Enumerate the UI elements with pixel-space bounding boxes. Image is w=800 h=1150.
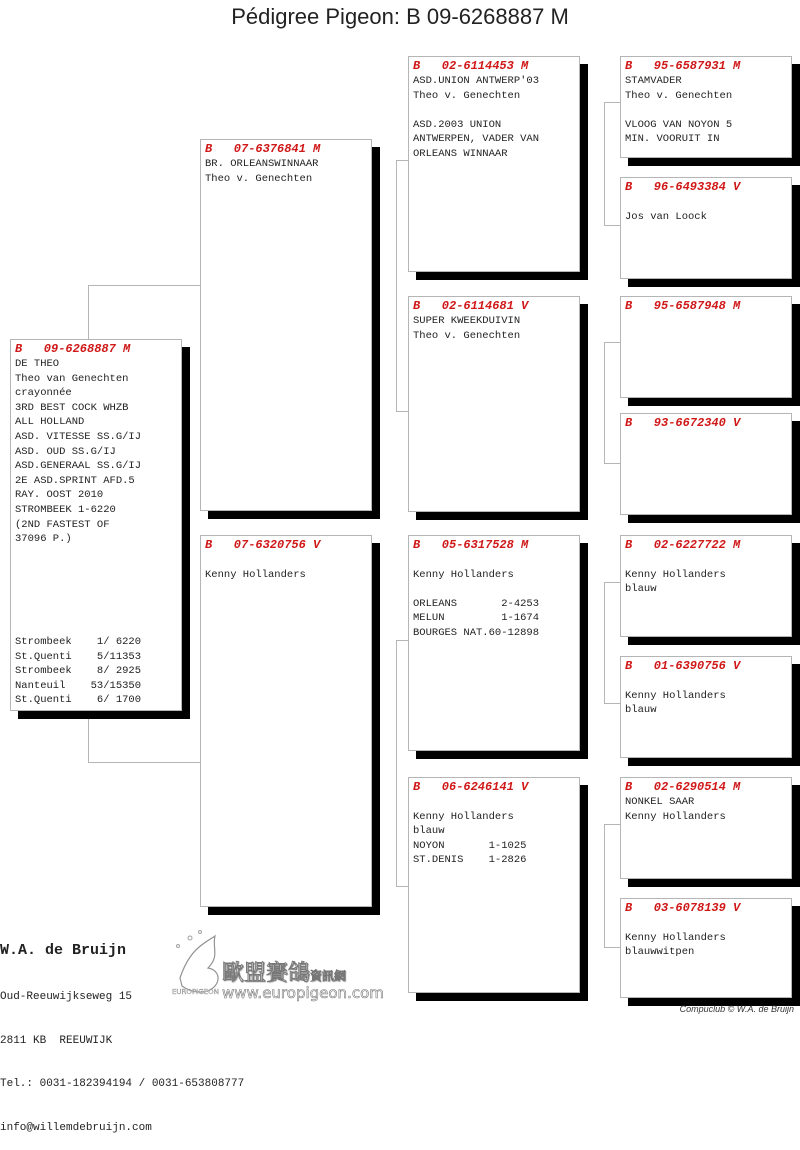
text-line: blauw bbox=[625, 583, 657, 596]
connector-mm-parents bbox=[604, 824, 621, 948]
text-line bbox=[625, 916, 787, 931]
text-line: MELUN 1-1674 bbox=[413, 612, 540, 625]
text-line: STAMVADER bbox=[625, 75, 682, 87]
text-line: ORLEANS WINNAAR bbox=[413, 147, 508, 160]
text-line: crayonnée bbox=[15, 387, 72, 400]
text-line: Kenny Hollanders bbox=[205, 568, 306, 581]
text-line: Theo van Genechten bbox=[15, 372, 129, 385]
text-line: 2E ASD.SPRINT AFD.5 bbox=[15, 474, 135, 487]
text-line bbox=[413, 582, 575, 597]
text-line: RAY. OOST 2010 bbox=[15, 489, 104, 502]
text-line: Jos van Loock bbox=[625, 210, 707, 223]
fm-card bbox=[408, 296, 580, 512]
connector-mother bbox=[88, 712, 201, 763]
subject-info bbox=[15, 357, 177, 547]
fff-card bbox=[620, 56, 792, 158]
mfm-info bbox=[625, 674, 787, 718]
watermark-url: www.europigeon.com bbox=[222, 984, 384, 1002]
text-line: Kenny Hollanders bbox=[625, 568, 726, 581]
text-line: blauwwitpen bbox=[625, 946, 695, 959]
text-line: ORLEANS 2-4253 bbox=[413, 597, 540, 610]
text-line: Strombeek 1/ 6220 bbox=[15, 636, 142, 649]
text-line: Kenny Hollanders bbox=[625, 931, 726, 944]
text-line: ASD.GENERAAL SS.G/IJ bbox=[15, 460, 142, 473]
breeder-address: Oud-Reeuwijkseweg 15 bbox=[0, 991, 133, 1003]
fmf-card bbox=[620, 296, 792, 398]
father-ring: B 07-6376841 M bbox=[205, 142, 321, 156]
mm-card bbox=[408, 777, 580, 993]
subject-results bbox=[15, 635, 179, 708]
text-line: VLOOG VAN NOYON 5 bbox=[625, 118, 733, 131]
mff-card bbox=[620, 535, 792, 637]
text-line: Kenny Hollanders bbox=[625, 689, 726, 702]
text-line: St.Quenti 6/ 1700 bbox=[15, 694, 142, 707]
text-line: (2ND FASTEST OF bbox=[15, 518, 110, 531]
text-line bbox=[205, 553, 367, 568]
ff-card bbox=[408, 56, 580, 272]
connector-mf-parents bbox=[604, 582, 621, 704]
ffm-card bbox=[620, 177, 792, 279]
text-line: BR. ORLEANSWINNAAR bbox=[205, 158, 319, 170]
father-card bbox=[200, 139, 372, 511]
ff-ring: B 02-6114453 M bbox=[413, 59, 529, 73]
text-line: blauw bbox=[413, 825, 445, 838]
text-line: Kenny Hollanders bbox=[413, 568, 514, 581]
ffm-info bbox=[625, 195, 787, 224]
connector-father bbox=[88, 285, 201, 341]
text-line bbox=[625, 195, 787, 210]
breeder-email[interactable]: info@willemdebruijn.com bbox=[0, 1121, 152, 1134]
text-line: 3RD BEST COCK WHZB bbox=[15, 401, 129, 414]
mother-card bbox=[200, 535, 372, 907]
text-line: Kenny Hollanders bbox=[625, 810, 726, 823]
fmm-card bbox=[620, 413, 792, 515]
text-line: St.Quenti 5/11353 bbox=[15, 650, 142, 663]
fmm-ring: B 93-6672340 V bbox=[625, 416, 741, 430]
text-line: ALL HOLLAND bbox=[15, 416, 85, 429]
mf-ring: B 05-6317528 M bbox=[413, 538, 529, 552]
mmf-card bbox=[620, 777, 792, 879]
watermark-brand: EUROPIGEON bbox=[172, 988, 219, 996]
text-line: Theo v. Genechten bbox=[625, 89, 733, 102]
text-line bbox=[413, 795, 575, 810]
fmf-ring: B 95-6587948 M bbox=[625, 299, 741, 313]
credit-text: Compuclub © W.A. de Bruijn bbox=[679, 1004, 794, 1014]
ffm-ring: B 96-6493384 V bbox=[625, 180, 741, 194]
fm-info bbox=[413, 314, 575, 343]
text-line: STROMBEEK 1-6220 bbox=[15, 503, 116, 516]
text-line: Theo v. Genechten bbox=[205, 172, 313, 185]
mm-info bbox=[413, 795, 575, 868]
page-title: Pédigree Pigeon: B 09-6268887 M bbox=[231, 4, 569, 29]
mf-card bbox=[408, 535, 580, 751]
text-line: Strombeek 8/ 2925 bbox=[15, 665, 142, 678]
text-line: Theo v. Genechten bbox=[413, 329, 521, 342]
mmf-ring: B 02-6290514 M bbox=[625, 780, 741, 794]
text-line: BOURGES NAT.60-12898 bbox=[413, 626, 540, 639]
mmm-info bbox=[625, 916, 787, 960]
mm-ring: B 06-6246141 V bbox=[413, 780, 529, 794]
breeder-city: 2811 KB REEUWIJK bbox=[0, 1034, 113, 1047]
text-line: ST.DENIS 1-2826 bbox=[413, 854, 527, 867]
mff-info bbox=[625, 553, 787, 597]
text-line: ASD.UNION ANTWERP'03 bbox=[413, 75, 540, 87]
father-info bbox=[205, 157, 367, 186]
text-line: SUPER KWEEKDUIVIN bbox=[413, 315, 521, 327]
text-line: Theo v. Genechten bbox=[413, 89, 521, 102]
mf-info bbox=[413, 553, 575, 641]
text-line bbox=[625, 103, 787, 118]
mother-ring: B 07-6320756 V bbox=[205, 538, 321, 552]
subject-card bbox=[10, 339, 182, 711]
mmm-ring: B 03-6078139 V bbox=[625, 901, 741, 915]
text-line: MIN. VOORUIT IN bbox=[625, 133, 720, 146]
fff-info bbox=[625, 74, 787, 147]
text-line: NONKEL SAAR bbox=[625, 796, 695, 808]
mff-ring: B 02-6227722 M bbox=[625, 538, 741, 552]
mmm-card bbox=[620, 898, 792, 998]
text-line: blauw bbox=[625, 704, 657, 717]
fff-ring: B 95-6587931 M bbox=[625, 59, 741, 73]
text-line bbox=[625, 553, 787, 568]
text-line: ASD.2003 UNION bbox=[413, 118, 502, 131]
ff-info bbox=[413, 74, 575, 162]
text-line bbox=[413, 553, 575, 568]
breeder-phone: Tel.: 0031-182394194 / 0031-653808777 bbox=[0, 1078, 245, 1090]
mfm-ring: B 01-6390756 V bbox=[625, 659, 741, 673]
mmf-info bbox=[625, 795, 787, 824]
text-line: DE THEO bbox=[15, 358, 60, 370]
subject-ring: B 09-6268887 M bbox=[15, 342, 131, 356]
watermark-chinese: 歐盟賽鴿資訊網 bbox=[222, 961, 347, 986]
text-line: ANTWERPEN, VADER VAN bbox=[413, 133, 540, 146]
text-line: NOYON 1-1025 bbox=[413, 839, 527, 852]
text-line: Kenny Hollanders bbox=[413, 810, 514, 823]
mother-info bbox=[205, 553, 367, 582]
text-line: ASD. OUD SS.G/IJ bbox=[15, 445, 116, 458]
text-line bbox=[413, 103, 575, 118]
text-line: ASD. VITESSE SS.G/IJ bbox=[15, 430, 142, 443]
connector-ff-parents bbox=[604, 102, 621, 226]
breeder-name: W.A. de Bruijn bbox=[0, 942, 127, 959]
fm-ring: B 02-6114681 V bbox=[413, 299, 529, 313]
text-line: Nanteuil 53/15350 bbox=[15, 679, 142, 692]
mfm-card bbox=[620, 656, 792, 758]
text-line bbox=[625, 674, 787, 689]
connector-fm-parents bbox=[604, 342, 621, 464]
text-line: 37096 P.) bbox=[15, 533, 72, 546]
